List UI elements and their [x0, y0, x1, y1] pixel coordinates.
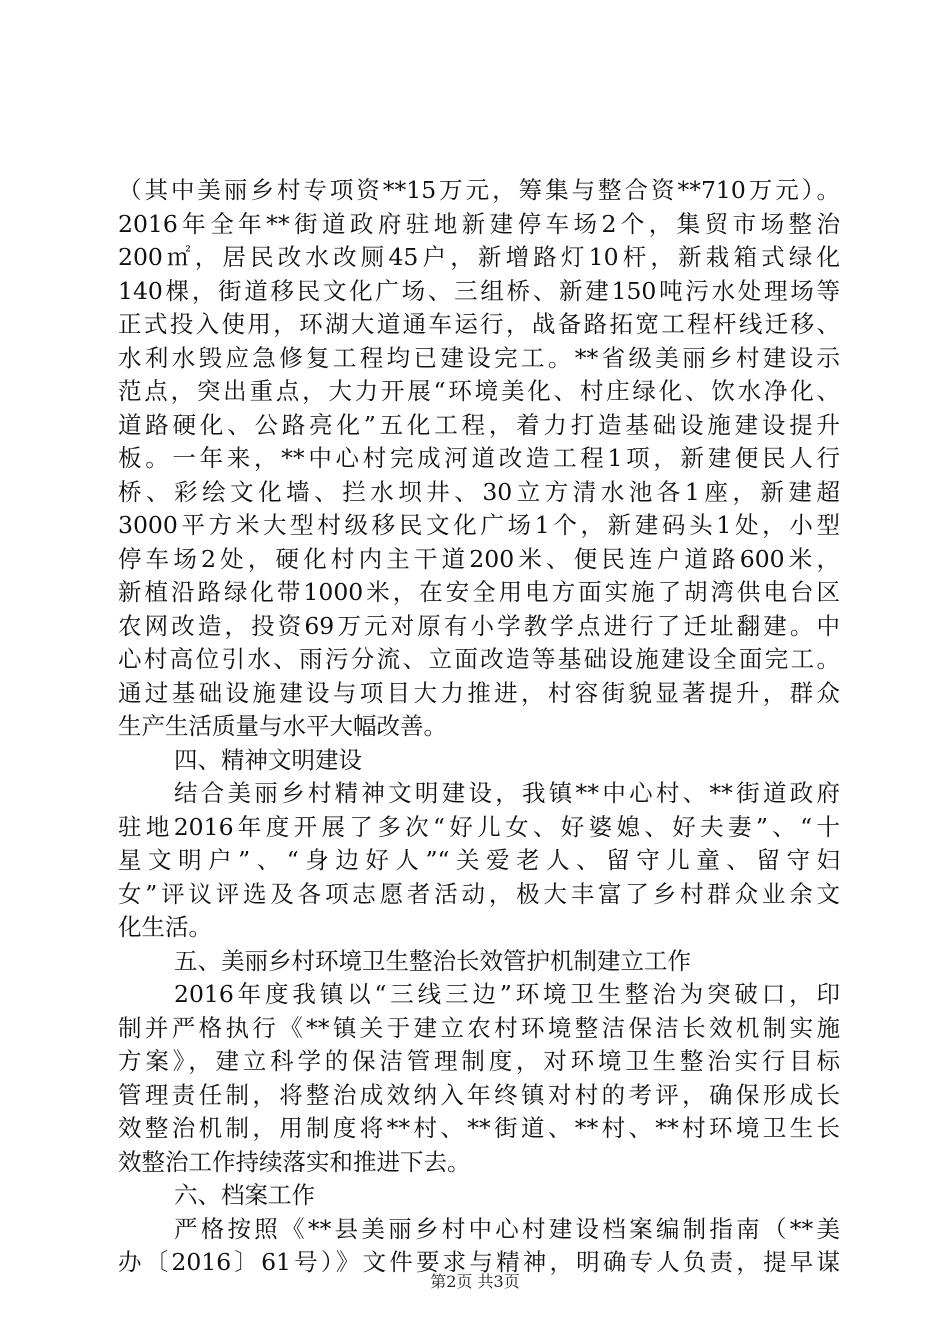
section-heading: 四、精神文明建设 [174, 745, 362, 774]
paragraph-line: 停车场2处，硬化村内主干道200米、便民连户道路600米， [118, 544, 840, 573]
paragraph-line: 驻地2016年度开展了多次“好儿女、好婆媳、好夫妻”、“十 [118, 812, 840, 841]
section-heading: 五、美丽乡村环境卫生整治长效管护机制建立工作 [174, 946, 691, 975]
paragraph-line: 制并严格执行《**镇关于建立农村环境整洁保洁长效机制实施 [118, 1013, 840, 1042]
paragraph-line: 办〔2016〕61号）》文件要求与精神，明确专人负责，提早谋 [118, 1248, 840, 1276]
paragraph-line: 效整治机制，用制度将**村、**街道、**村、**村环境卫生长 [118, 1114, 840, 1142]
paragraph-line: 效整治工作持续落实和推进下去。 [118, 1147, 471, 1176]
paragraph-line: 2016年度我镇以“三线三边”环境卫生整治为突破口，印 [174, 980, 840, 1008]
paragraph-line: 方案》，建立科学的保洁管理制度，对环境卫生整治实行目标 [118, 1047, 840, 1075]
paragraph-line: 范点，突出重点，大力开展“环境美化、村庄绿化、饮水净化、 [118, 377, 840, 405]
paragraph-line: 2016年全年**街道政府驻地新建停车场2个，集贸市场整治 [118, 209, 840, 238]
paragraph-line: 结合美丽乡村精神文明建设，我镇**中心村、**街道政府 [174, 779, 840, 807]
paragraph-line: 桥、彩绘文化墙、拦水坝井、30立方清水池各1座，新建超 [118, 477, 840, 506]
document-body [118, 174, 840, 1280]
paragraph-line: 道路硬化、公路亮化”五化工程，着力打造基础设施建设提升 [118, 410, 840, 439]
paragraph-line: 农网改造，投资69万元对原有小学教学点进行了迁址翻建。中 [118, 611, 840, 640]
paragraph-line: 生产生活质量与水平大幅改善。 [118, 712, 447, 740]
paragraph-line: 化生活。 [118, 913, 212, 941]
paragraph-line: 星文明户”、“身边好人”“关爱老人、留守儿童、留守妇 [118, 846, 840, 874]
paragraph-line: （其中美丽乡村专项资**15万元，筹集与整合资**710万元）。 [118, 176, 840, 204]
page-footer: 第2页 共3页 [430, 1272, 520, 1291]
paragraph-line: 新植沿路绿化带1000米，在安全用电方面实施了胡湾供电台区 [118, 578, 840, 606]
paragraph-line: 140棵，街道移民文化广场、三组桥、新建150吨污水处理场等 [118, 276, 840, 305]
paragraph-line: 管理责任制，将整治成效纳入年终镇对村的考评，确保形成长 [118, 1080, 840, 1109]
paragraph-line: 200㎡，居民改水改厕45户，新增路灯10杆，新栽箱式绿化 [118, 243, 840, 271]
paragraph-line: 水利水毁应急修复工程均已建设完工。**省级美丽乡村建设示 [118, 343, 840, 372]
paragraph-line: 正式投入使用，环湖大道通车运行，战备路拓宽工程杆线迁移、 [118, 310, 840, 338]
paragraph-line: 通过基础设施建设与项目大力推进，村容街貌显著提升，群众 [118, 678, 840, 707]
paragraph-line: 心村高位引水、雨污分流、立面改造等基础设施建设全面完工。 [118, 645, 840, 673]
paragraph-line: 3000平方米大型村级移民文化广场1个，新建码头1处，小型 [118, 511, 840, 539]
paragraph-line: 女”评议评选及各项志愿者活动，极大丰富了乡村群众业余文 [118, 879, 840, 908]
paragraph-line: 板。一年来，**中心村完成河道改造工程1项，新建便民人行 [118, 444, 840, 472]
paragraph-line: 严格按照《**县美丽乡村中心村建设档案编制指南（**美 [174, 1214, 840, 1243]
section-heading: 六、档案工作 [174, 1181, 315, 1209]
